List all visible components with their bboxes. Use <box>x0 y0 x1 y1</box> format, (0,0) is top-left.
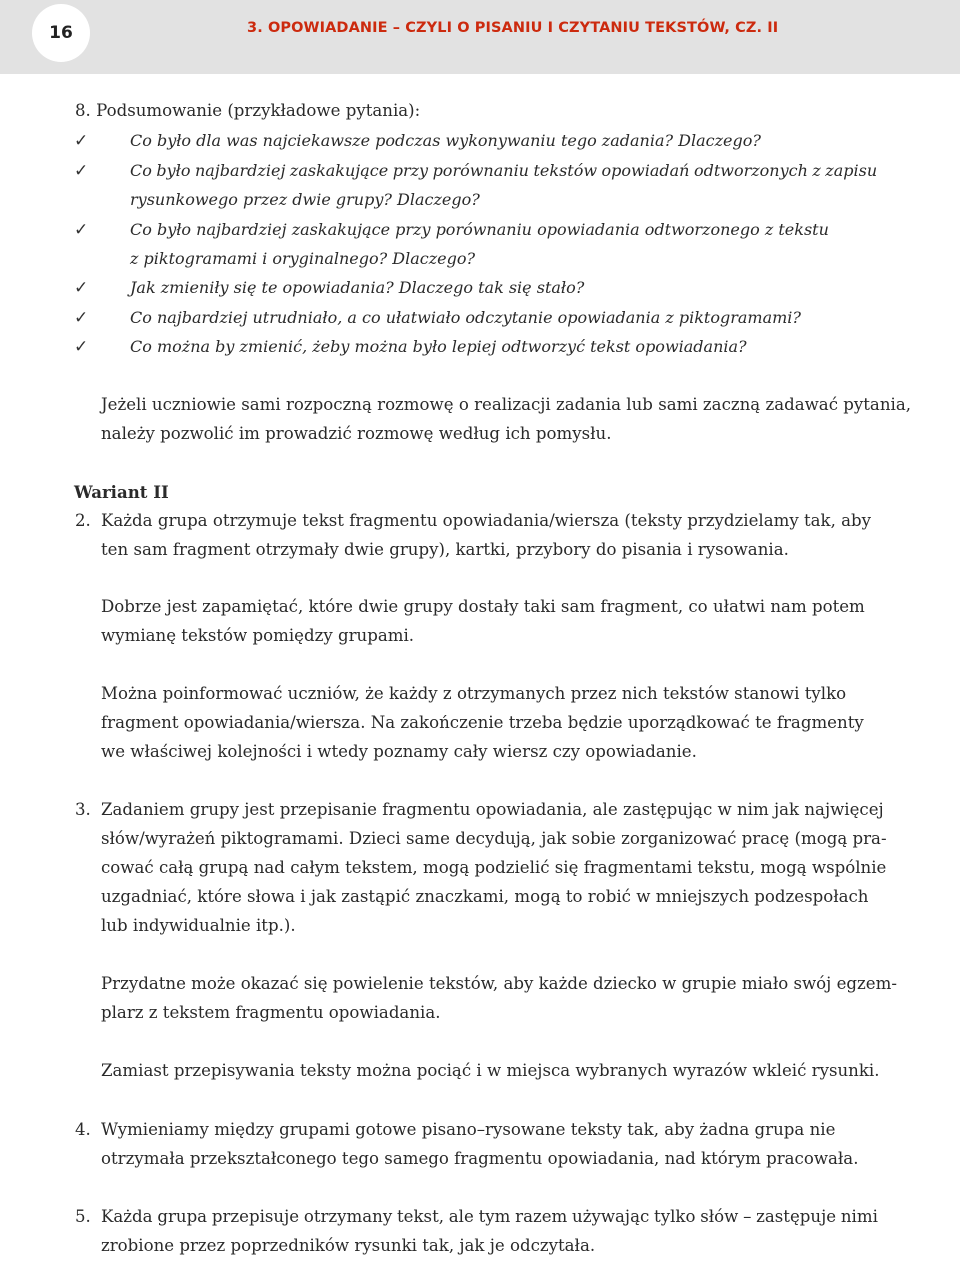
check-icon: ✓ <box>74 161 89 181</box>
page-number: 16 <box>32 4 90 62</box>
step-2-line-1: Każda grupa otrzymuje tekst fragmentu opowiadania/wiersza (teksty przydzielamy tak, aby <box>101 511 872 530</box>
step-4-number: 4. <box>75 1120 91 1139</box>
check-icon: ✓ <box>74 337 89 357</box>
step-3-line-4: uzgadniać, które słowa i jak zastąpić znaczkami, mogą to robić w mniejszych podzespołach <box>101 887 869 906</box>
variant-heading: Wariant II <box>74 482 169 502</box>
step-4-line-2: otrzymała przekształconego tego samego fragmentu opowiadania, nad którym pracowała. <box>101 1149 859 1168</box>
step-5-line-1: Każda grupa przepisuje otrzymany tekst, ale tym razem używając tylko słów – zastępuje nimi <box>101 1207 878 1226</box>
step-2-number: 2. <box>75 511 91 530</box>
check-icon: ✓ <box>74 131 89 151</box>
summary-question-2-line-2: rysunkowego przez dwie grupy? Dlaczego? <box>130 190 480 209</box>
running-head-title: 3. OPOWIADANIE – CZYLI O PISANIU I CZYTANIU TEKSTÓW, CZ. II <box>247 20 779 36</box>
step-2-note-1-line-1: Dobrze jest zapamiętać, które dwie grupy dostały taki sam fragment, co ułatwi nam potem <box>101 597 865 616</box>
step-3-note-2: Zamiast przepisywania teksty można pociąć i w miejsca wybranych wyrazów wkleić rysunki. <box>101 1061 880 1080</box>
summary-question-5: Co najbardziej utrudniało, a co ułatwiało odczytanie opowiadania z piktogramami? <box>130 308 801 327</box>
summary-question-3-line-1: Co było najbardziej zaskakujące przy porównaniu opowiadania odtworzonego z tekstu <box>130 220 829 239</box>
step-3-line-2: słów/wyrażeń piktogramami. Dzieci same decydują, jak sobie zorganizować pracę (mogą pra- <box>101 829 887 848</box>
step-4-line-1: Wymieniamy między grupami gotowe pisano–rysowane teksty tak, aby żadna grupa nie <box>101 1120 836 1139</box>
step-3-line-5: lub indywidualnie itp.). <box>101 916 296 935</box>
step-5-number: 5. <box>75 1207 91 1226</box>
step-3-note-1-line-1: Przydatne może okazać się powielenie tekstów, aby każde dziecko w grupie miało swój egzem- <box>101 974 897 993</box>
summary-question-2-line-1: Co było najbardziej zaskakujące przy porównaniu tekstów opowiadań odtworzonych z zapisu <box>130 161 878 180</box>
step-2-line-2: ten sam fragment otrzymały dwie grupy), kartki, przybory do pisania i rysowania. <box>101 540 789 559</box>
summary-question-4: Jak zmieniły się te opowiadania? Dlaczego tak się stało? <box>130 278 585 297</box>
summary-question-3-line-2: z piktogramami i oryginalnego? Dlaczego? <box>130 249 476 268</box>
note-paragraph-line-2: należy pozwolić im prowadzić rozmowę według ich pomysłu. <box>101 424 612 443</box>
step-2-note-2-line-2: fragment opowiadania/wiersza. Na zakończenie trzeba będzie uporządkować te fragmenty <box>101 713 864 732</box>
step-5-line-2: zrobione przez poprzedników rysunki tak, jak je odczytała. <box>101 1236 596 1255</box>
step-2-note-2-line-3: we właściwej kolejności i wtedy poznamy cały wiersz czy opowiadanie. <box>101 742 697 761</box>
step-3-number: 3. <box>75 800 91 819</box>
step-3-line-1: Zadaniem grupy jest przepisanie fragmentu opowiadania, ale zastępując w nim jak najwięcej <box>101 800 884 819</box>
step-3-line-3: cować całą grupą nad całym tekstem, mogą podzielić się fragmentami tekstu, mogą wspólnie <box>101 858 887 877</box>
note-paragraph-line-1: Jeżeli uczniowie sami rozpoczną rozmowę o realizacji zadania lub sami zaczną zadawać pytania, <box>101 395 911 414</box>
step-2-note-2-line-1: Można poinformować uczniów, że każdy z otrzymanych przez nich tekstów stanowi tylko <box>101 684 847 703</box>
step-2-note-1-line-2: wymianę tekstów pomiędzy grupami. <box>101 626 415 645</box>
step-3-note-1-line-2: plarz z tekstem fragmentu opowiadania. <box>101 1003 441 1022</box>
summary-heading: 8. Podsumowanie (przykładowe pytania): <box>75 101 421 120</box>
check-icon: ✓ <box>74 308 89 328</box>
running-header <box>0 0 960 74</box>
check-icon: ✓ <box>74 220 89 240</box>
summary-question-1: Co było dla was najciekawsze podczas wykonywaniu tego zadania? Dlaczego? <box>130 131 761 150</box>
summary-question-6: Co można by zmienić, żeby można było lepiej odtworzyć tekst opowiadania? <box>130 337 747 356</box>
check-icon: ✓ <box>74 278 89 298</box>
